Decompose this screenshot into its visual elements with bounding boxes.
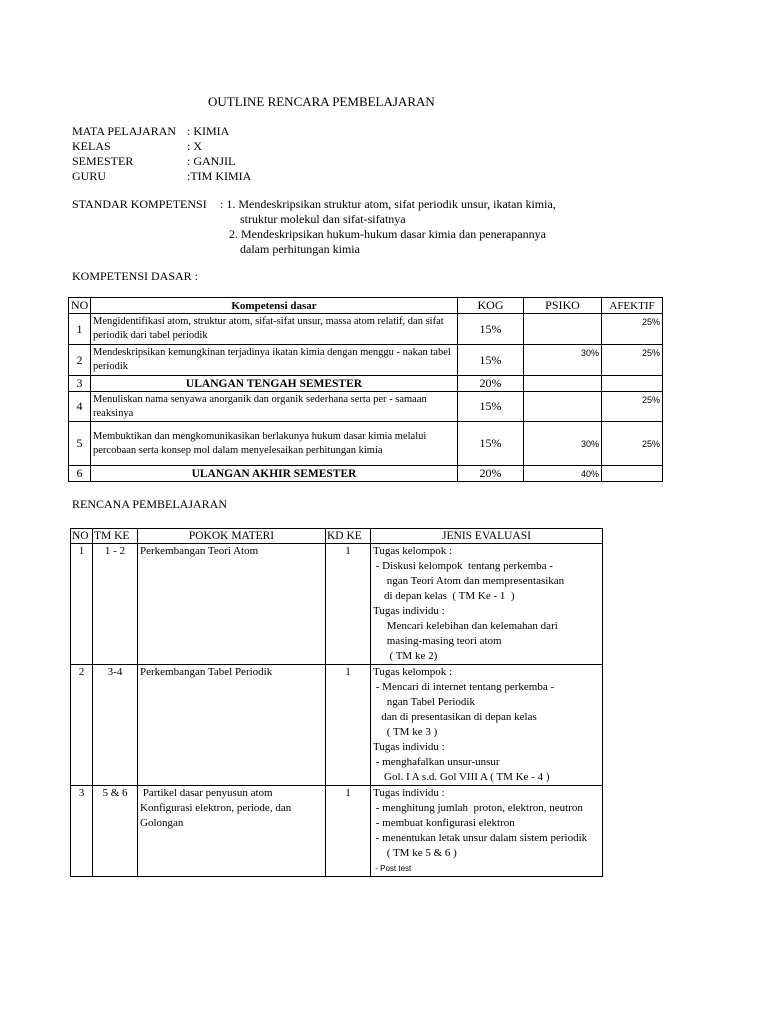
row-afektif: 25%: [602, 345, 663, 376]
header-kog: KOG: [458, 298, 524, 314]
evaluasi-line: ( TM ke 3 ): [373, 726, 438, 738]
evaluasi-line: Tugas kelompok :: [373, 666, 453, 678]
evaluasi-line: ngan Teori Atom dan mempresentasikan: [373, 575, 565, 587]
evaluasi-line: ( TM ke 5 & 6 ): [373, 847, 457, 859]
row-materi: [138, 544, 326, 665]
standar-line: 2. Mendeskripsikan hukum-hukum dasar kimia dan penerapannya: [229, 227, 546, 241]
standar-kompetensi: [72, 197, 556, 257]
row-psiko: [524, 376, 602, 392]
evaluasi-line: Tugas kelompok :: [373, 545, 453, 557]
row-tm: 3-4: [93, 665, 138, 786]
header-no: NO: [69, 298, 91, 314]
post-test-note: - Post test: [373, 864, 412, 873]
row-afektif: 25%: [602, 392, 663, 422]
evaluasi-line: - menghitung jumlah proton, elektron, neutron: [373, 802, 583, 814]
info-label: SEMESTER: [72, 154, 134, 168]
row-no: 4: [69, 392, 91, 422]
row-no: 2: [69, 345, 91, 376]
row-text: Mendeskripsikan kemungkinan terjadinya ikatan kimia dengan menggu - nakan tabel periodik: [91, 345, 458, 376]
standar-label: STANDAR KOMPETENSI: [72, 197, 207, 211]
evaluasi-line: dan di presentasikan di depan kelas: [373, 711, 537, 723]
header-kompetensi: Kompetensi dasar: [91, 298, 458, 314]
evaluasi-line: ngan Tabel Periodik: [373, 696, 475, 708]
row-afektif: 25%: [602, 314, 663, 345]
table-row: [71, 665, 603, 786]
row-kog: 15%: [458, 392, 524, 422]
table-row: [69, 345, 663, 376]
info-row-teacher: [72, 169, 251, 184]
info-row-class: [72, 139, 251, 154]
header-no: NO: [71, 529, 93, 544]
table-row: [69, 314, 663, 345]
row-psiko: 30%: [524, 422, 602, 466]
header-evaluasi: JENIS EVALUASI: [371, 529, 603, 544]
materi-line: Golongan: [140, 817, 184, 829]
row-evaluasi: [371, 665, 603, 786]
row-tm: 1 - 2: [93, 544, 138, 665]
row-afektif: [602, 466, 663, 482]
evaluasi-line: - Mencari di internet tentang perkemba -: [373, 681, 555, 693]
info-value: : X: [187, 139, 202, 153]
row-evaluasi: [371, 544, 603, 665]
info-value: : GANJIL: [187, 154, 236, 168]
header-psiko: PSIKO: [524, 298, 602, 314]
row-kog: 20%: [458, 376, 524, 392]
evaluasi-line: Mencari kelebihan dan kelemahan dari: [373, 620, 558, 632]
row-text: ULANGAN AKHIR SEMESTER: [91, 466, 458, 482]
table-row: [71, 786, 603, 877]
info-value: : KIMIA: [187, 124, 230, 138]
row-kd: 1: [326, 665, 371, 786]
materi-line: Partikel dasar penyusun atom: [140, 787, 273, 799]
row-no: 1: [69, 314, 91, 345]
evaluasi-line: - menghafalkan unsur-unsur: [373, 756, 500, 768]
course-info: [72, 124, 251, 184]
info-label: KELAS: [72, 139, 111, 153]
row-kog: 20%: [458, 466, 524, 482]
row-text: Mengidentifikasi atom, struktur atom, sifat-sifat unsur, massa atom relatif, dan sifat periodik dari tabel periodik: [91, 314, 458, 345]
row-evaluasi: [371, 786, 603, 877]
evaluasi-line: - Diskusi kelompok tentang perkemba -: [373, 560, 553, 572]
evaluasi-line: - menentukan letak unsur dalam sistem periodik: [373, 832, 588, 844]
header-afektif: AFEKTIF: [602, 298, 663, 314]
info-row-semester: [72, 154, 251, 169]
info-label: GURU: [72, 169, 107, 183]
rp-section-title: RENCANA PEMBELAJARAN: [72, 497, 228, 511]
table-header-row: [69, 298, 663, 314]
standar-line: struktur molekul dan sifat-sifatnya: [240, 212, 406, 226]
row-kd: 1: [326, 544, 371, 665]
row-psiko: 30%: [524, 345, 602, 376]
table-header-row: [71, 529, 603, 544]
evaluasi-line: Tugas individu :: [373, 605, 445, 617]
row-no: 5: [69, 422, 91, 466]
info-value: :TIM KIMIA: [187, 169, 252, 183]
header-materi: POKOK MATERI: [138, 529, 326, 544]
row-kog: 15%: [458, 345, 524, 376]
evaluasi-line: Gol. I A s.d. Gol VIII A ( TM Ke - 4 ): [373, 771, 550, 783]
header-kd: KD KE: [326, 529, 371, 544]
header-tm: TM KE: [93, 529, 138, 544]
row-kd: 1: [326, 786, 371, 877]
row-psiko: [524, 392, 602, 422]
kompetensi-dasar-table: [68, 297, 663, 482]
row-psiko: [524, 314, 602, 345]
row-no: 3: [71, 786, 93, 877]
info-row-subject: [72, 124, 251, 139]
evaluasi-line: di depan kelas ( TM Ke - 1 ): [373, 590, 515, 602]
row-materi: [138, 786, 326, 877]
materi-line: Perkembangan Tabel Periodik: [140, 666, 273, 678]
table-row: [69, 422, 663, 466]
rencana-pembelajaran-table: [70, 528, 603, 877]
evaluasi-line: - membuat konfigurasi elektron: [373, 817, 515, 829]
standar-line: : 1. Mendeskripsikan struktur atom, sifat periodik unsur, ikatan kimia,: [220, 197, 556, 211]
table-row: [69, 466, 663, 482]
standar-line: dalam perhitungan kimia: [240, 242, 360, 256]
row-no: 6: [69, 466, 91, 482]
evaluasi-line: Tugas individu :: [373, 787, 445, 799]
table-row: [71, 544, 603, 665]
row-psiko: 40%: [524, 466, 602, 482]
info-label: MATA PELAJARAN: [72, 124, 177, 138]
row-no: 3: [69, 376, 91, 392]
row-text: ULANGAN TENGAH SEMESTER: [91, 376, 458, 392]
row-kog: 15%: [458, 422, 524, 466]
table-row: [69, 392, 663, 422]
row-kog: 15%: [458, 314, 524, 345]
row-afektif: 25%: [602, 422, 663, 466]
row-afektif: [602, 376, 663, 392]
row-no: 2: [71, 665, 93, 786]
materi-line: Perkembangan Teori Atom: [140, 545, 259, 557]
evaluasi-line: masing-masing teori atom: [373, 635, 502, 647]
row-materi: [138, 665, 326, 786]
row-no: 1: [71, 544, 93, 665]
table-row: [69, 376, 663, 392]
evaluasi-line: ( TM ke 2): [373, 650, 438, 662]
evaluasi-line: Tugas individu :: [373, 741, 445, 753]
row-tm: 5 & 6: [93, 786, 138, 877]
row-text: Membuktikan dan mengkomunikasikan berlakunya hukum dasar kimia melalui percobaan serta konsep mol dalam menyelesaikan perhitungan kimia: [91, 422, 458, 466]
page-title: OUTLINE RENCARA PEMBELAJARAN: [208, 94, 435, 109]
materi-line: Konfigurasi elektron, periode, dan: [140, 802, 292, 814]
kd-section-title: KOMPETENSI DASAR :: [72, 269, 199, 283]
row-text: Menuliskan nama senyawa anorganik dan organik sederhana serta per - samaan reaksinya: [91, 392, 458, 422]
